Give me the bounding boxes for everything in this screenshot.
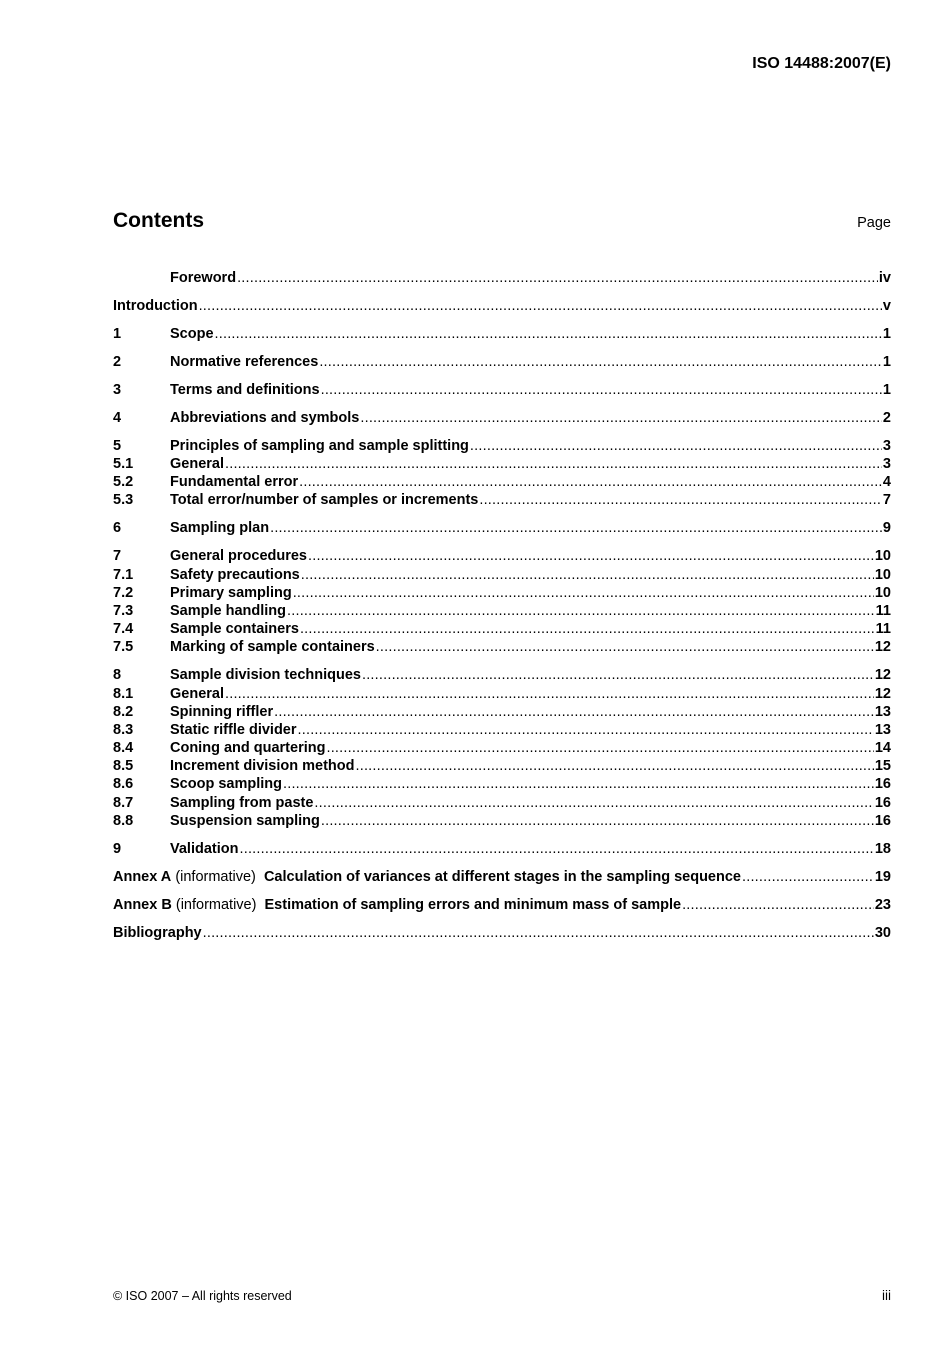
page-column-label: Page: [857, 215, 891, 231]
toc-entry-page: 12: [874, 685, 891, 702]
toc-entry[interactable]: [113, 297, 891, 315]
toc-entry[interactable]: [113, 353, 891, 371]
toc-entry-page: 16: [874, 776, 891, 793]
toc-entry-page: 3: [882, 437, 891, 454]
toc-entry-page: 18: [874, 840, 891, 857]
toc-entry-number: 5.1: [113, 456, 134, 473]
dot-leader: [742, 868, 874, 886]
toc-entry[interactable]: [113, 812, 891, 830]
toc-entry[interactable]: [113, 519, 891, 537]
dot-leader: [299, 473, 882, 491]
toc-entry-number: 7.4: [113, 621, 134, 638]
toc-entry-title: Scoop sampling: [170, 776, 282, 793]
toc-entry[interactable]: [113, 547, 891, 565]
toc-entry-page: 11: [875, 621, 891, 638]
toc-entry[interactable]: [113, 566, 891, 584]
toc-entry-number: 8.8: [113, 812, 134, 829]
toc-entry[interactable]: [113, 381, 891, 399]
dot-leader: [225, 685, 874, 703]
dot-leader: [300, 620, 875, 638]
toc-entry-title: Sample handling: [170, 603, 287, 619]
annex-label: Annex B: [113, 896, 172, 913]
toc-entry-title: Static riffle divider: [170, 721, 297, 738]
toc-bibliography[interactable]: [113, 924, 891, 942]
dot-leader: [470, 437, 882, 455]
toc-entry[interactable]: [113, 840, 891, 858]
toc-entry-number: 3: [113, 381, 122, 398]
dot-leader: [362, 666, 874, 684]
toc-entry-title: General: [170, 456, 224, 473]
dot-leader: [240, 840, 874, 858]
dot-leader: [376, 638, 874, 656]
toc-entry-page: 30: [874, 924, 891, 941]
toc-entry-number: 6: [113, 520, 122, 537]
toc-entry-page: 15: [874, 758, 891, 775]
toc-entry-number: 8.5: [113, 758, 134, 775]
dot-leader: [203, 924, 874, 942]
toc-entry-number: 1: [113, 325, 122, 342]
toc-entry-page: 11: [875, 603, 891, 619]
toc-entry-page: 14: [874, 740, 891, 757]
annex-informative: (informative): [175, 868, 256, 885]
toc-entry[interactable]: [113, 757, 891, 775]
toc-entry[interactable]: [113, 455, 891, 473]
dot-leader: [301, 566, 874, 584]
toc-entry-number: 7: [113, 548, 122, 565]
toc-entry-number: 8.1: [113, 685, 134, 702]
toc-entry-page: 9: [882, 520, 891, 537]
toc-entry-page: 12: [874, 639, 891, 656]
dot-leader: [274, 703, 874, 721]
toc-entry-title: Sampling from paste: [170, 794, 314, 811]
toc-entry-title: Abbreviations and symbols: [170, 409, 360, 426]
toc-entry-page: 10: [874, 566, 891, 583]
toc-entry[interactable]: [113, 775, 891, 793]
dot-leader: [199, 297, 882, 315]
dot-leader: [287, 602, 875, 620]
dot-leader: [356, 757, 874, 775]
toc-entry-number: 7.5: [113, 639, 134, 656]
dot-leader: [321, 812, 874, 830]
toc-entry-title: Sample division techniques: [170, 667, 361, 684]
contents-title: Contents: [113, 209, 204, 232]
toc-entry-title: Principles of sampling and sample splitting: [170, 437, 469, 454]
toc-entry-title: Introduction: [113, 297, 198, 314]
toc-entry-number: 8.2: [113, 703, 134, 720]
toc-entry-page: 2: [882, 409, 891, 426]
toc-entry-title: Fundamental error: [170, 474, 299, 491]
dot-leader: [215, 325, 882, 343]
toc-entry[interactable]: [113, 602, 891, 620]
toc-entry-number: 5.2: [113, 474, 134, 491]
toc-entry-title: Marking of sample containers: [170, 639, 375, 656]
dot-leader: [314, 794, 873, 812]
toc-entry-title: Increment division method: [170, 758, 355, 775]
toc-entry[interactable]: [113, 325, 891, 343]
toc-entry-number: 7.3: [113, 603, 134, 619]
toc-entry-title: Normative references: [170, 353, 319, 370]
toc-entry-page: 1: [882, 353, 891, 370]
dot-leader: [321, 381, 882, 399]
annex-title: Calculation of variances at different stages in the sampling sequence: [263, 868, 741, 885]
toc-entry[interactable]: [113, 666, 891, 684]
toc-entry[interactable]: [113, 739, 891, 757]
toc-entry-title: Coning and quartering: [170, 740, 326, 757]
toc-entry[interactable]: [113, 491, 891, 509]
toc-entry-title: Foreword: [170, 270, 237, 286]
toc-entry-page: 7: [882, 492, 891, 509]
toc-entry-page: 13: [874, 721, 891, 738]
dot-leader: [225, 455, 882, 473]
toc-entry-number: 8: [113, 667, 122, 684]
document-id: ISO 14488:2007(E): [752, 55, 891, 72]
toc-entry-number: 9: [113, 840, 122, 857]
dot-leader: [360, 409, 882, 427]
dot-leader: [682, 896, 874, 914]
toc-entry[interactable]: [113, 269, 891, 287]
toc-entry-title: Primary sampling: [170, 584, 292, 601]
toc-entry-title: Spinning riffler: [170, 703, 274, 720]
toc-entry-page: 12: [874, 667, 891, 684]
toc-entry-title: General procedures: [170, 548, 307, 565]
dot-leader: [326, 739, 873, 757]
toc-entry-title: General: [170, 685, 224, 702]
annex-label: Annex A: [113, 868, 172, 885]
toc-entry-page: 19: [874, 868, 891, 885]
toc-entry-title: Sample containers: [170, 621, 299, 638]
toc-entry-number: 4: [113, 409, 122, 426]
toc-entry-page: 23: [874, 896, 891, 913]
toc-entry-page: 1: [882, 325, 891, 342]
toc-entry-page: v: [882, 297, 891, 314]
toc-entry[interactable]: [113, 703, 891, 721]
toc-entry-title: Terms and definitions: [170, 381, 320, 398]
toc-entry-number: 8.6: [113, 776, 134, 793]
toc-entry-page: iv: [878, 270, 891, 286]
toc-entry-number: 7.1: [113, 566, 134, 583]
toc-annex-a[interactable]: [113, 868, 891, 886]
annex-title: Estimation of sampling errors and minimum mass of sample: [264, 896, 682, 913]
toc-entry-page: 10: [874, 548, 891, 565]
dot-leader: [270, 519, 882, 537]
toc-annex-b[interactable]: [113, 896, 891, 914]
toc-entry-page: 3: [882, 456, 891, 473]
toc-entry[interactable]: [113, 437, 891, 455]
toc-entry-title: Sampling plan: [170, 520, 270, 537]
dot-leader: [237, 269, 878, 287]
dot-leader: [308, 547, 874, 565]
toc-entry-title: Safety precautions: [170, 566, 300, 583]
toc-entry[interactable]: [113, 685, 891, 703]
toc-entry-page: 4: [882, 474, 891, 491]
toc-entry-page: 1: [882, 381, 891, 398]
toc-entry-number: 5: [113, 437, 122, 454]
toc-entry-page: 16: [874, 794, 891, 811]
toc-entry[interactable]: [113, 584, 891, 602]
toc-entry-number: 5.3: [113, 492, 134, 509]
footer-page-number: iii: [882, 1288, 891, 1303]
toc-entry[interactable]: [113, 721, 891, 739]
toc-entry-title: Scope: [170, 325, 214, 342]
toc-entry-title: Bibliography: [113, 924, 202, 941]
toc-entry-page: 16: [874, 812, 891, 829]
annex-informative: (informative): [175, 896, 257, 913]
toc-entry-number: 8.3: [113, 721, 134, 738]
dot-leader: [319, 353, 882, 371]
toc-entry[interactable]: [113, 794, 891, 812]
dot-leader: [479, 491, 882, 509]
dot-leader: [283, 775, 874, 793]
footer-copyright: © ISO 2007 – All rights reserved: [113, 1289, 292, 1303]
toc-entry-number: 8.4: [113, 740, 134, 757]
toc-entry-title: Validation: [170, 840, 239, 857]
table-of-contents: [113, 269, 891, 942]
toc-entry-number: 7.2: [113, 584, 134, 601]
toc-entry-number: 2: [113, 353, 122, 370]
toc-entry-number: 8.7: [113, 794, 134, 811]
toc-entry[interactable]: [113, 473, 891, 491]
dot-leader: [293, 584, 874, 602]
toc-entry-page: 10: [874, 584, 891, 601]
toc-entry-page: 13: [874, 703, 891, 720]
toc-entry-title: Suspension sampling: [170, 812, 320, 829]
dot-leader: [298, 721, 874, 739]
toc-entry[interactable]: [113, 638, 891, 656]
toc-entry[interactable]: [113, 620, 891, 638]
toc-entry[interactable]: [113, 409, 891, 427]
toc-entry-title: Total error/number of samples or increments: [170, 492, 479, 509]
